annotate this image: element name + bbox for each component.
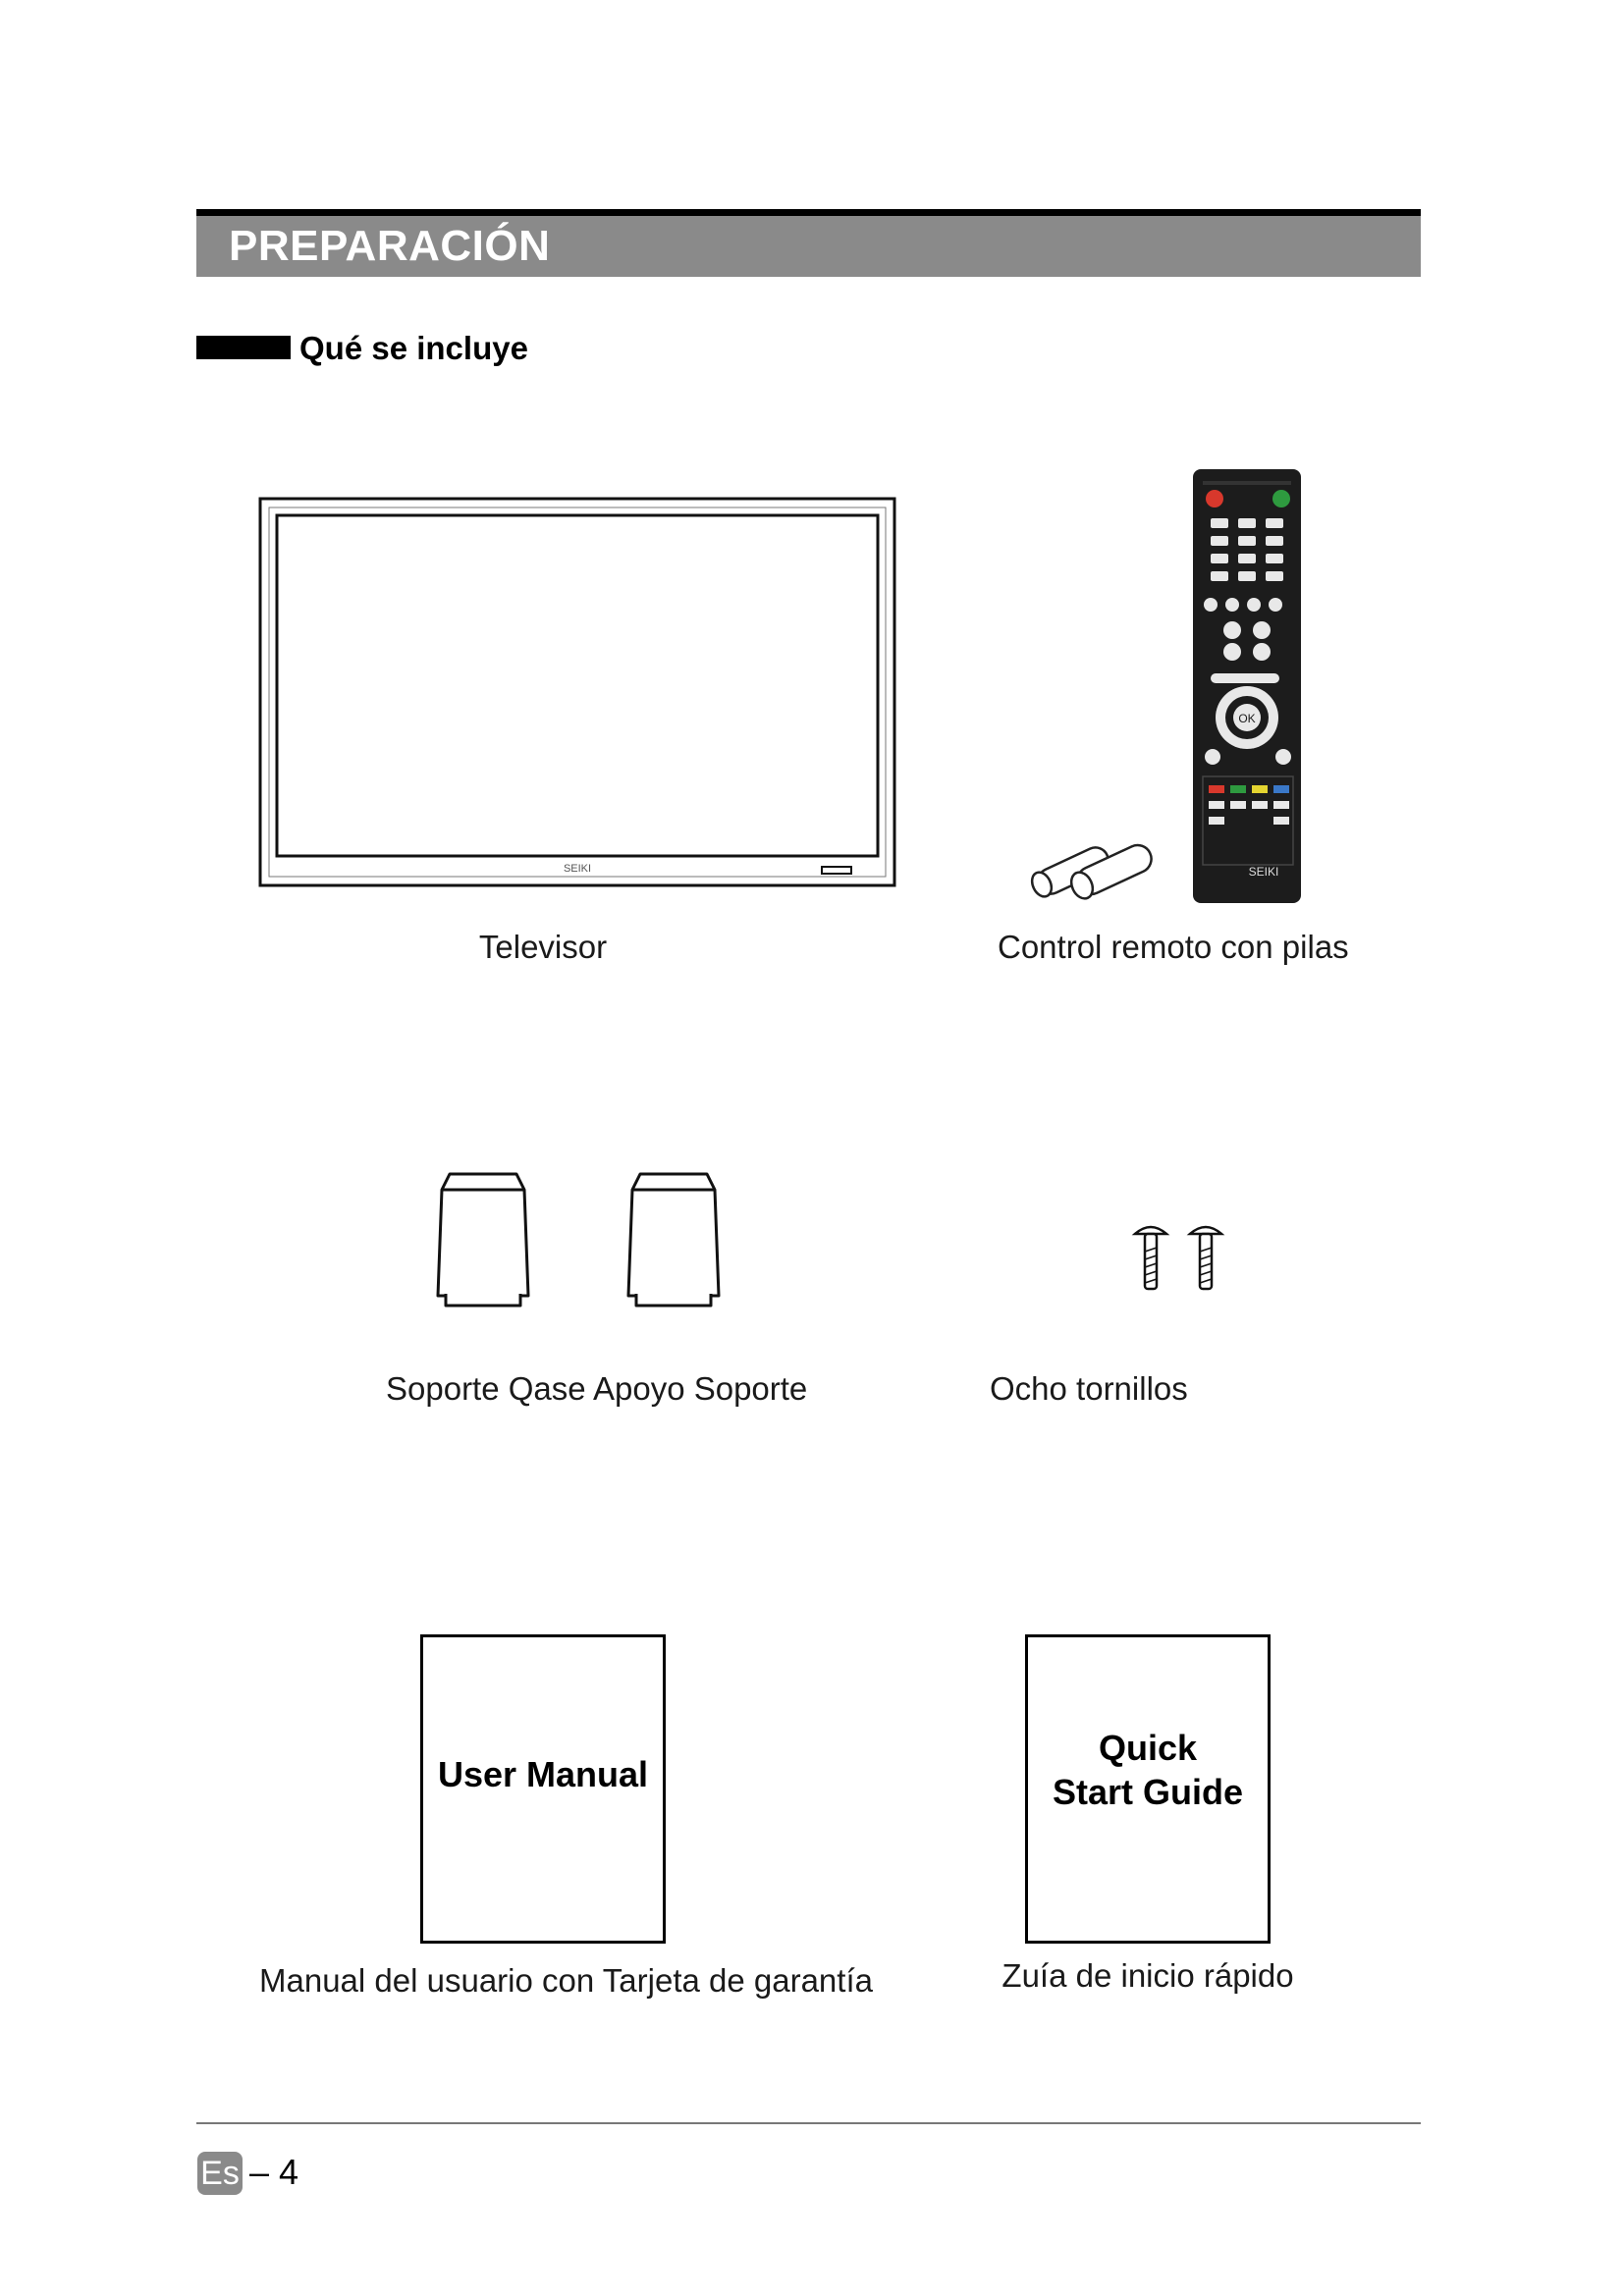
screws-icon	[1129, 1222, 1227, 1296]
stand-illustration	[432, 1166, 736, 1313]
quick-start-label-line1: Quick	[1098, 1728, 1198, 1768]
user-manual-label: User Manual	[437, 1754, 649, 1794]
language-badge: Es	[197, 2152, 243, 2195]
user-manual-booklet	[420, 1634, 666, 1944]
quick-start-guide-booklet	[1025, 1634, 1271, 1944]
caption-televisor: Televisor	[478, 929, 608, 965]
caption-manual-usuario: Manual del usuario con Tarjeta de garantía	[259, 1962, 873, 1999]
page-title: PREPARACIÓN	[229, 222, 551, 270]
caption-guia-inicio: Zuía de inicio rápido	[1001, 1957, 1294, 1994]
quick-start-label-line2: Start Guide	[1052, 1772, 1244, 1812]
caption-tornillos: Ocho tornillos	[990, 1370, 1188, 1407]
page-number: – 4	[249, 2152, 299, 2192]
remote-brand-logo: SEIKI	[1248, 865, 1279, 879]
remote-with-batteries-illustration	[1026, 467, 1311, 909]
caption-control-remoto: Control remoto con pilas	[998, 929, 1349, 965]
footer-rule	[196, 2122, 1421, 2124]
section-title: Qué se incluye	[299, 330, 528, 366]
svg-text:OK: OK	[1238, 712, 1256, 725]
caption-soporte: Soporte Qase Apoyo Soporte	[386, 1370, 808, 1407]
header-top-rule	[196, 209, 1421, 216]
tv-brand-logo: SEIKI	[563, 863, 592, 875]
batteries-icon	[1028, 840, 1156, 902]
television-illustration	[257, 496, 897, 888]
section-marker	[196, 336, 291, 359]
